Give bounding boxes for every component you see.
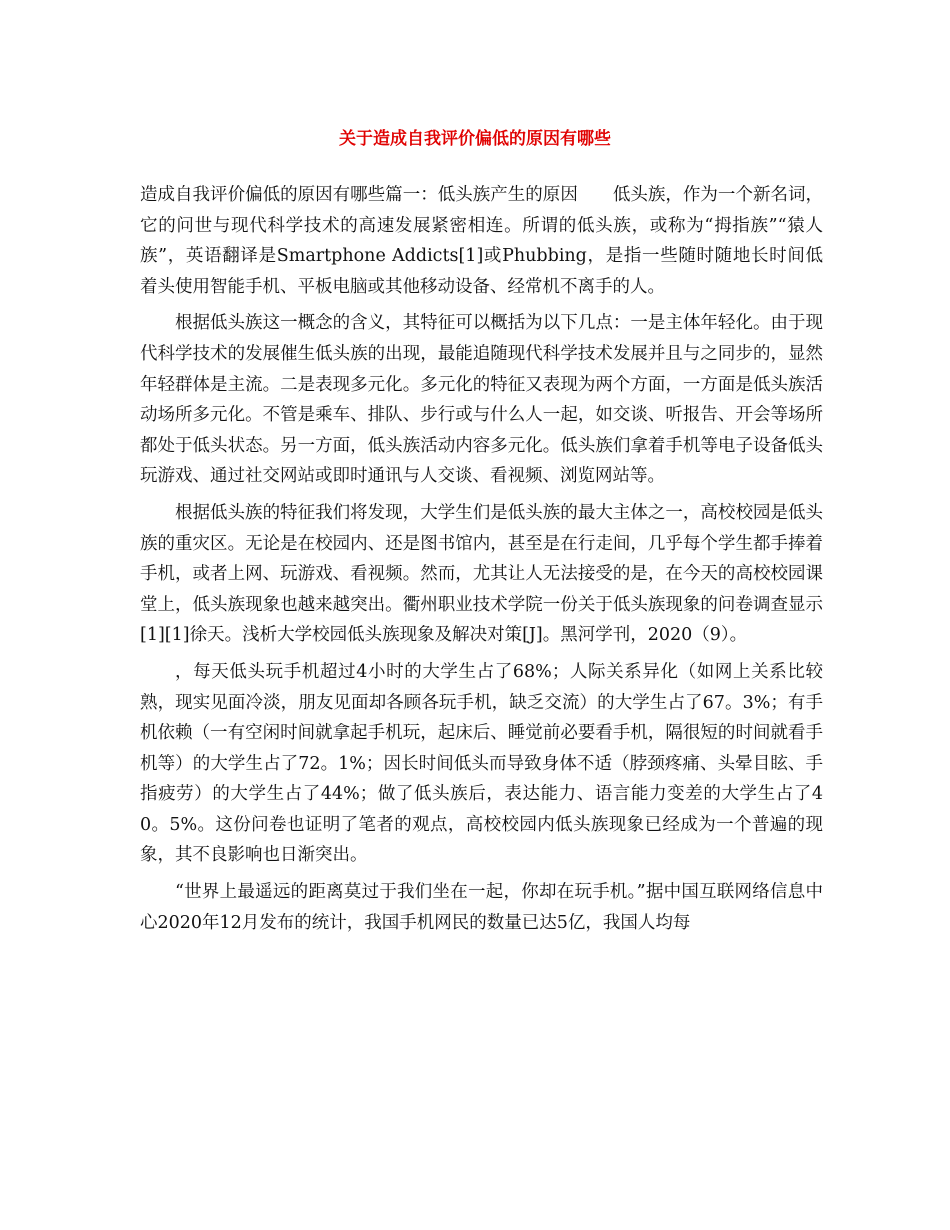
paragraph-3: 根据低头族的特征我们将发现，大学生们是低头族的最大主体之一，高校校园是低头族的重灾区。无论是在校园内、还是图书馆内，甚至是在行走间，几乎每个学生都手捧着手机，或者上网、玩游戏、看视频。然而，尤其让人无法接受的是，在今天的高校校园课堂上，低头族现象也越来越突出。衢州职业技术学院一份关于低头族现象的问卷调查显示[1][1]徐天。浅析大学校园低头族现象及解决对策[J]。黑河学刊，2020（9）。 bbox=[140, 502, 823, 646]
paragraph-2: 根据低头族这一概念的含义，其特征可以概括为以下几点：一是主体年轻化。由于现代科学技术的发展催生低头族的出现，最能追随现代科学技术发展并且与之同步的，显然年轻群体是主流。二是表现多元化。多元化的特征又表现为两个方面，一方面是低头族活动场所多元化。不管是乘车、排队、步行或与什么人一起，如交谈、听报告、开会等场所都处于低头状态。另一方面，低头族活动内容多元化。低头族们拿着手机等电子设备低头玩游戏、通过社交网站或即时通讯与人交谈、看视频、浏览网站等。 bbox=[140, 313, 823, 487]
paragraph-4: ，每天低头玩手机超过4小时的大学生占了68%；人际关系异化（如网上关系比较熟，现实见面冷淡，朋友见面却各顾各玩手机，缺乏交流）的大学生占了67。3%；有手机依赖（一有空闲时间就拿起手机玩，起床后、睡觉前必要看手机，隔很短的时间就看手机等）的大学生占了72。1%；因长时间低头而导致身体不适（脖颈疼痛、头晕目眩、手指疲劳）的大学生占了44%；做了低头族后，表达能力、语言能力变差的大学生占了40。5%。这份问卷也证明了笔者的观点，高校校园内低头族现象已经成为一个普遍的现象，其不良影响也日渐突出。 bbox=[140, 661, 823, 866]
document-body bbox=[140, 180, 823, 944]
paragraph-5: “世界上最遥远的距离莫过于我们坐在一起，你却在玩手机。”据中国互联网络信息中心2020年12月发布的统计，我国手机网民的数量已达5亿，我国人均每 bbox=[140, 882, 823, 933]
document-title: 关于造成自我评价偏低的原因有哪些 bbox=[339, 129, 611, 149]
paragraph-1: 造成自我评价偏低的原因有哪些篇一：低头族产生的原因 低头族，作为一个新名词，它的问世与现代科学技术的高速发展紧密相连。所谓的低头族，或称为“拇指族”“猿人族”，英语翻译是Smartphone Addicts[1]或Phubbing，是指一些随时随地长时间低着头使用智能手机、平板电脑或其他移动设备、经常机不离手的人。 bbox=[140, 185, 823, 297]
